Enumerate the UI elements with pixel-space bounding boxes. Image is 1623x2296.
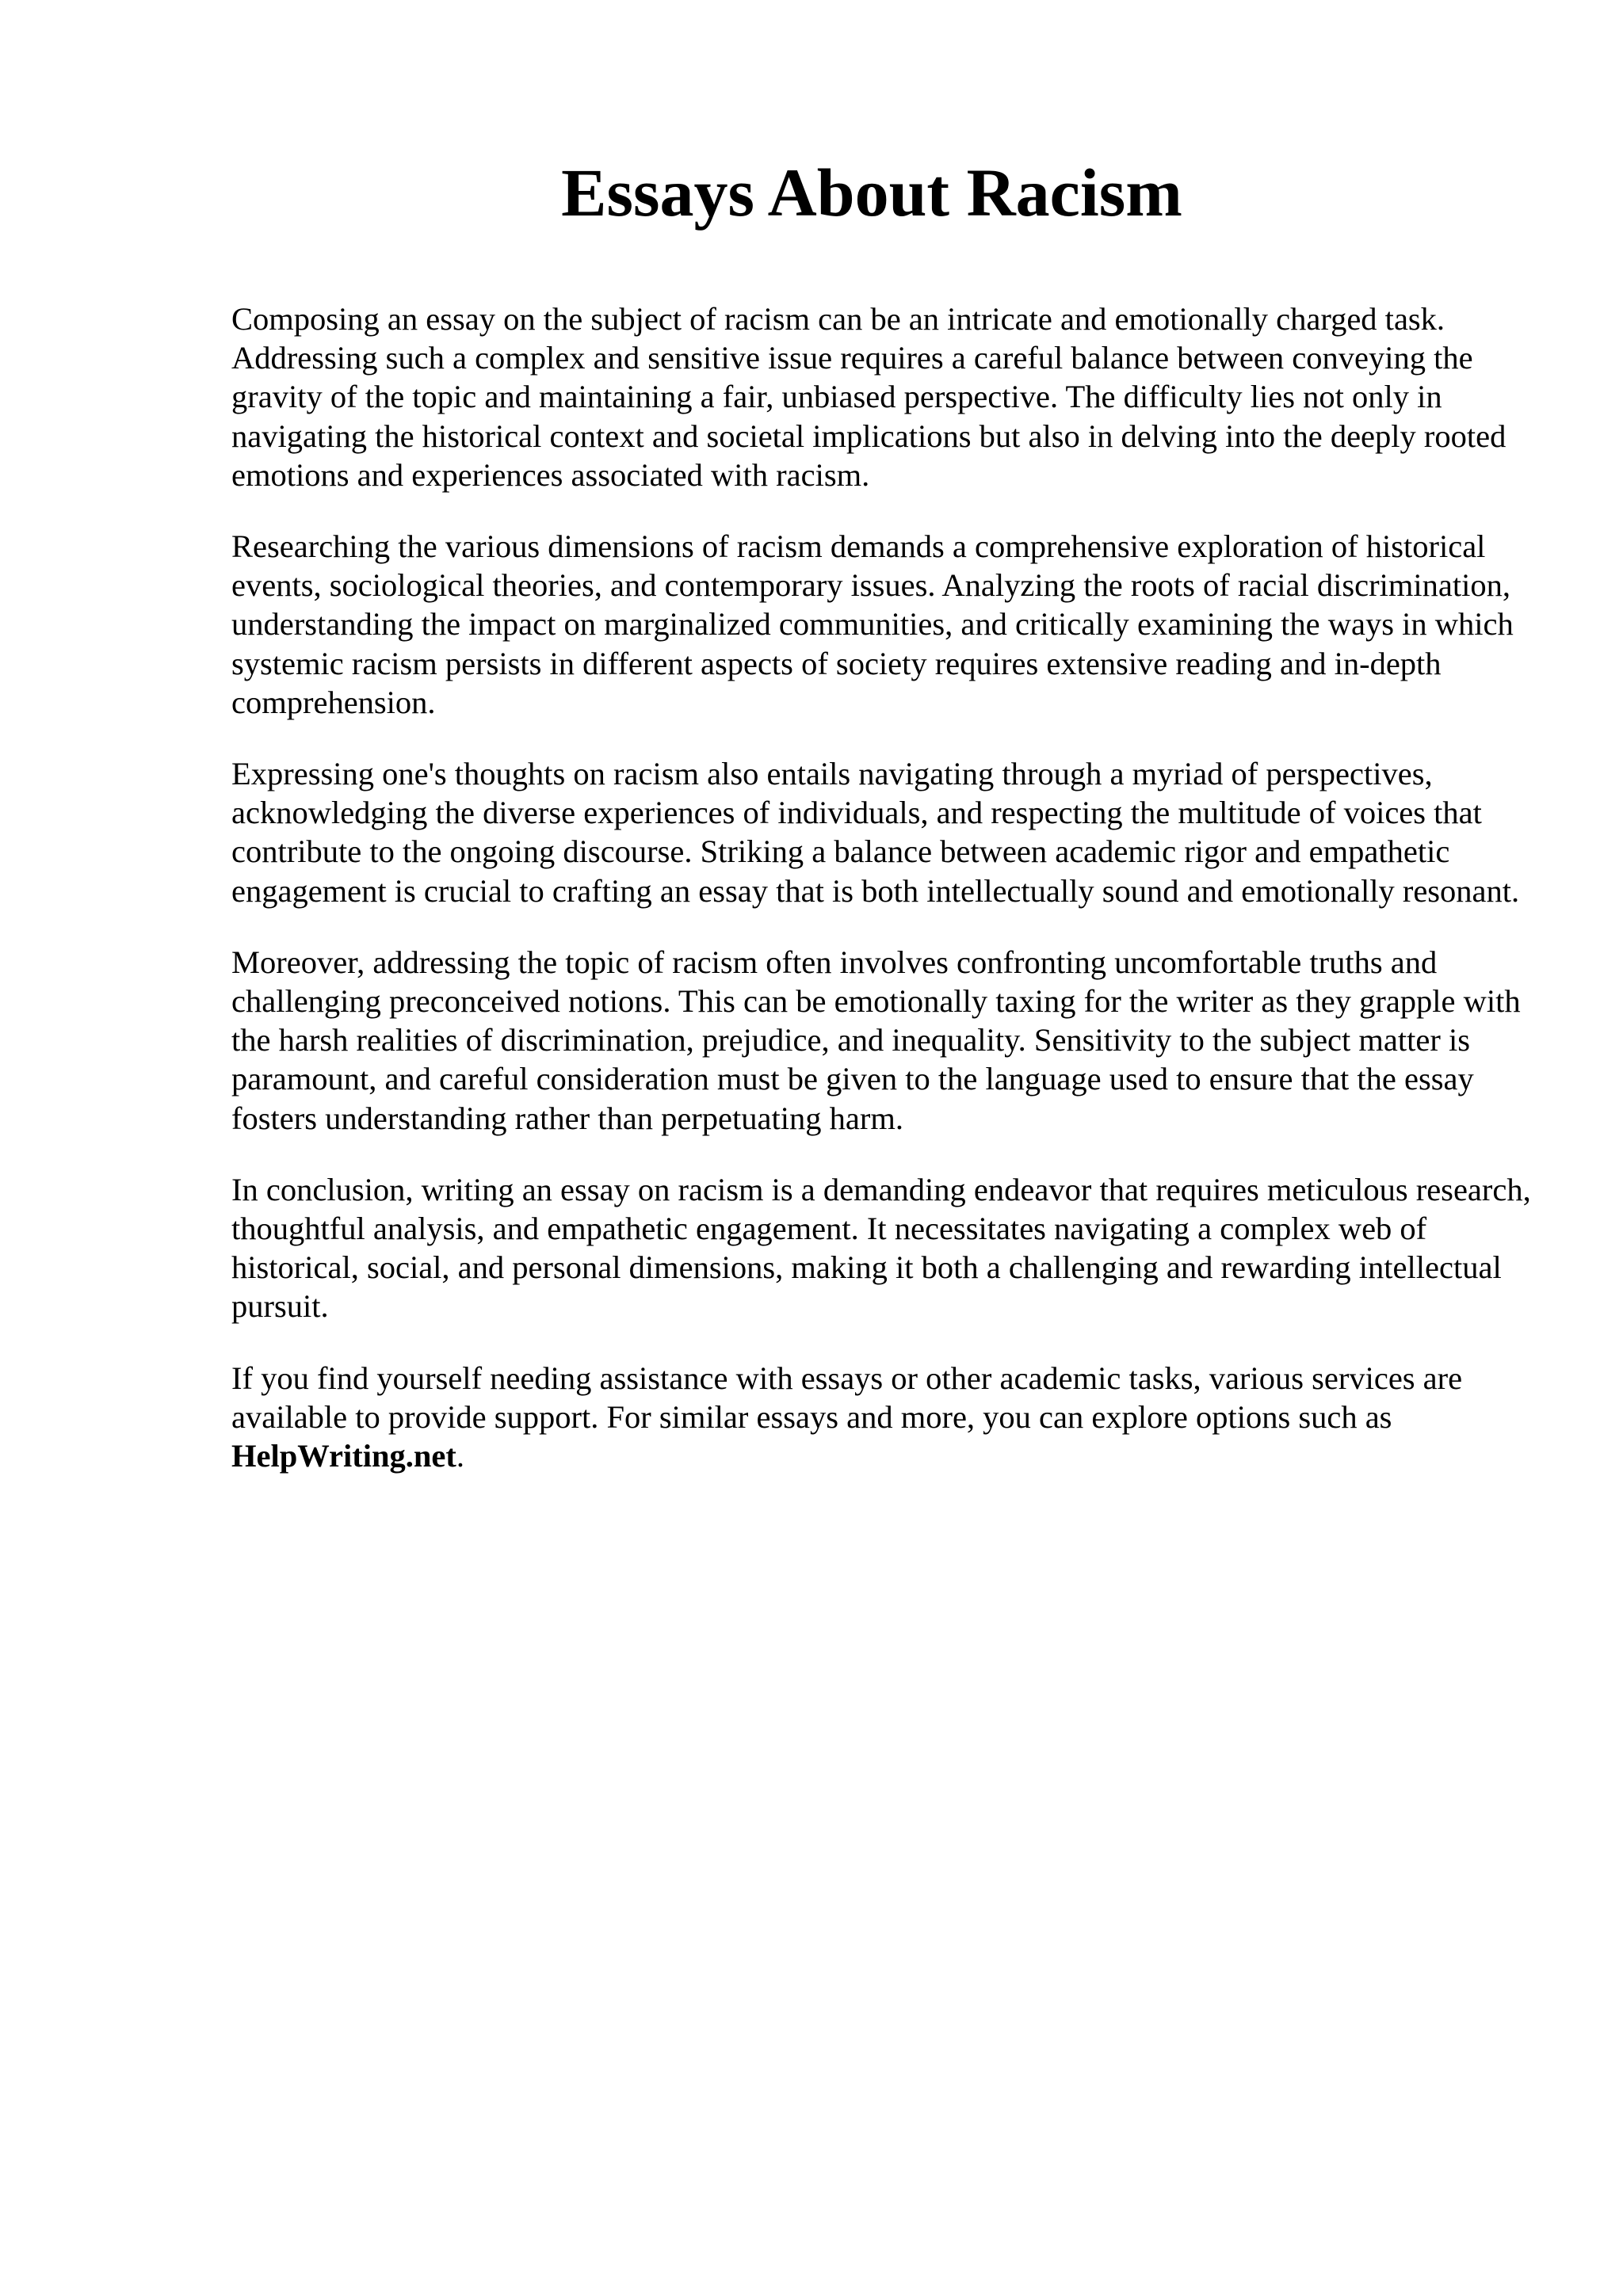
closing-suffix: . [456, 1438, 465, 1474]
page-title: Essays About Racism [561, 154, 1182, 231]
paragraph-3: Expressing one's thoughts on racism also entails navigating through a myriad of perspectives, acknowledging the diverse experiences of individuals, and respecting the multitude of voices that contribute to the ongoing discourse. Striking a balance between academic rigor and empathetic engagement is crucial to crafting an essay that is both intellectually sound and emotionally resonant. [231, 756, 1520, 909]
paragraph-5: In conclusion, writing an essay on racism is a demanding endeavor that requires meticulous research, thoughtful analysis, and empathetic engagement. It necessitates navigating a complex web of historical, social, and personal dimensions, making it both a challenging and rewarding intellectual pursuit. [231, 1171, 1531, 1325]
paragraph-2: Researching the various dimensions of racism demands a comprehensive exploration of historical events, sociological theories, and contemporary issues. Analyzing the roots of racial discrimination, understanding the impact on marginalized communities, and critically examining the ways in which systemic racism persists in different aspects of society requires extensive reading and in-depth comprehension. [231, 528, 1514, 720]
closing-text: If you find yourself needing assistance with essays or other academic tasks, various services are available to provide support. For similar essays and more, you can explore options such as [231, 1360, 1463, 1435]
paragraph-4: Moreover, addressing the topic of racism often involves confronting uncomfortable truths and challenging preconceived notions. This can be emotionally taxing for the writer as they grapple with the harsh realities of discrimination, prejudice, and inequality. Sensitivity to the subject matter is paramount, and careful consideration must be given to the language used to ensure that the essay fosters understanding rather than perpetuating harm. [231, 944, 1521, 1136]
brand-link[interactable]: HelpWriting.net [231, 1438, 456, 1474]
closing-paragraph [231, 1359, 1531, 1476]
essay-body [231, 299, 1531, 1508]
paragraph-1: Composing an essay on the subject of racism can be an intricate and emotionally charged task. Addressing such a complex and sensitive issue requires a careful balance between conveying the gravity of the topic and maintaining a fair, unbiased perspective. The difficulty lies not only in navigating the historical context and societal implications but also in delving into the deeply rooted emotions and experiences associated with racism. [231, 301, 1507, 493]
